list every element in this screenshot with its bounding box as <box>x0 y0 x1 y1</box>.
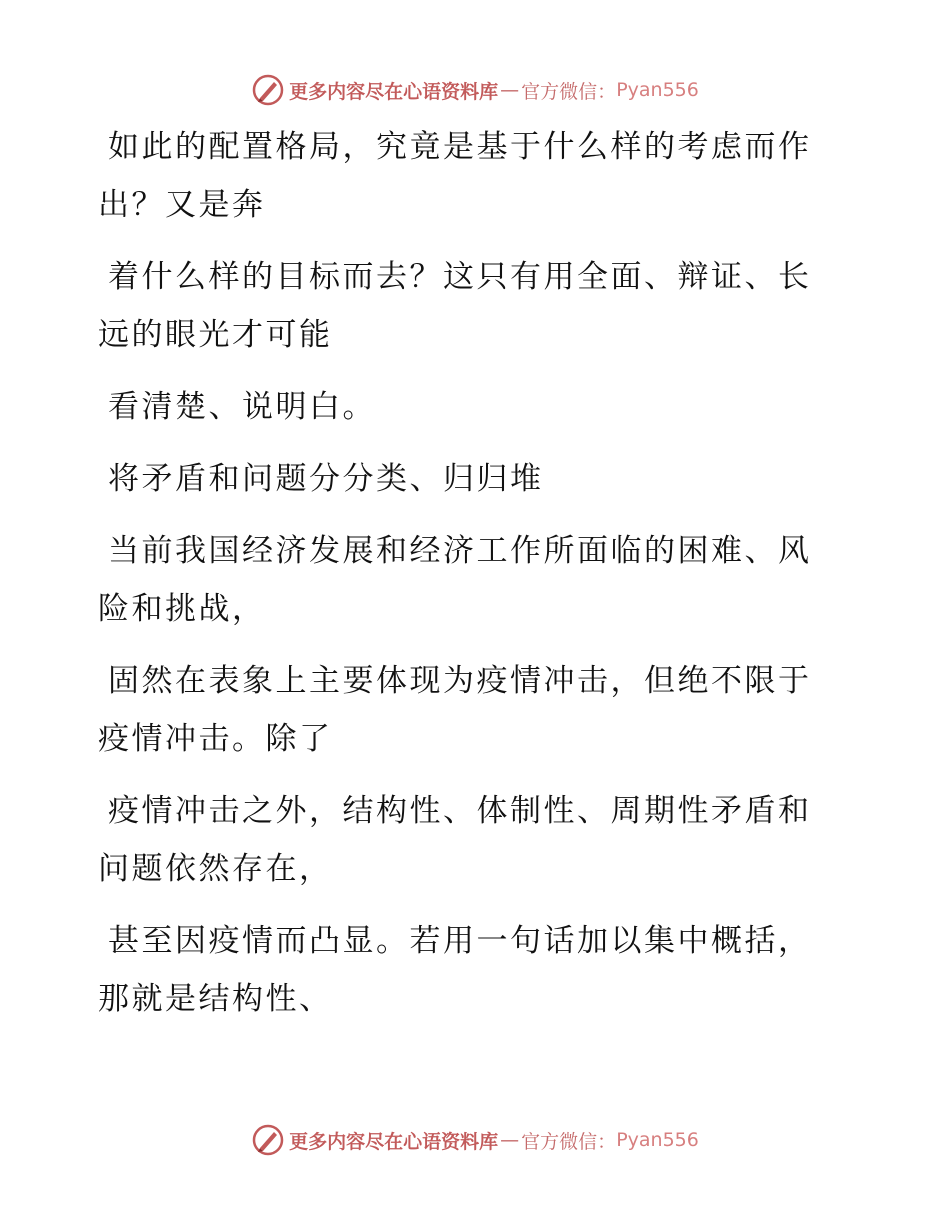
paragraph-3: 看清楚、说明白。 <box>108 389 376 425</box>
paragraph-2: 着什么样的目标而去？这只有用全面、辩证、长远的眼光才可能 <box>98 259 812 353</box>
watermark-dash: — <box>500 1129 520 1151</box>
paragraph-5: 当前我国经济发展和经济工作所面临的困难、风险和挑战， <box>98 533 812 627</box>
pen-circle-logo-icon <box>251 73 285 107</box>
paragraph-1: 如此的配置格局，究竟是基于什么样的考虑而作出？又是奔 <box>98 129 812 223</box>
header-watermark <box>0 70 950 110</box>
footer-watermark <box>0 1120 950 1160</box>
paragraph-8: 甚至因疫情而凸显。若用一句话加以集中概括，那就是结构性、 <box>98 923 812 1017</box>
watermark-title: 更多内容尽在心语资料库 <box>289 80 499 103</box>
pen-circle-logo-icon <box>251 1123 285 1157</box>
watermark-label: 官方微信： <box>521 1130 617 1153</box>
watermark-dash: — <box>500 79 520 101</box>
watermark-wechat-id: Pyan556 <box>616 1129 699 1151</box>
watermark-title: 更多内容尽在心语资料库 <box>289 1130 499 1153</box>
paragraph-4: 将矛盾和问题分分类、归归堆 <box>108 461 544 497</box>
paragraph-6: 固然在表象上主要体现为疫情冲击，但绝不限于疫情冲击。除了 <box>98 663 812 757</box>
document-body <box>98 118 838 1042</box>
watermark-wechat-id: Pyan556 <box>616 79 699 101</box>
paragraph-7: 疫情冲击之外，结构性、体制性、周期性矛盾和问题依然存在， <box>98 793 812 887</box>
watermark-label: 官方微信： <box>521 80 617 103</box>
